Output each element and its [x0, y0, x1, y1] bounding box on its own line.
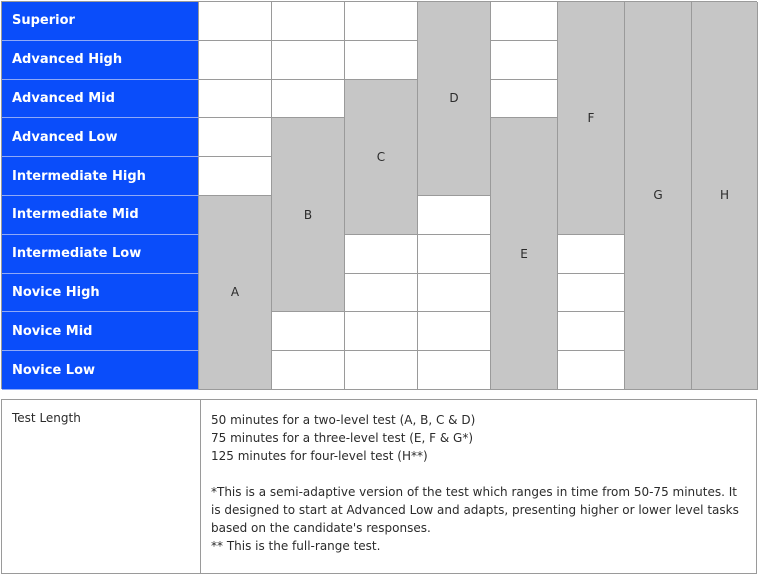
- test-length-details: [201, 400, 756, 573]
- test-length-line: 125 minutes for four-level test (H**): [211, 449, 428, 463]
- empty-cell: [558, 235, 625, 274]
- level-label-advanced-high: Advanced High: [2, 41, 199, 80]
- test-length-table: [1, 399, 757, 574]
- test-block-d: D: [418, 2, 491, 196]
- empty-cell: [199, 157, 272, 196]
- test-length-label: Test Length: [2, 400, 201, 573]
- level-label-novice-high: Novice High: [2, 274, 199, 313]
- empty-cell: [345, 274, 418, 313]
- empty-cell: [418, 312, 491, 351]
- level-label-superior: Superior: [2, 2, 199, 41]
- empty-cell: [418, 351, 491, 390]
- empty-cell: [418, 235, 491, 274]
- level-label-advanced-low: Advanced Low: [2, 118, 199, 157]
- level-label-novice-low: Novice Low: [2, 351, 199, 390]
- empty-cell: [199, 2, 272, 41]
- empty-cell: [345, 312, 418, 351]
- test-length-line: 75 minutes for a three-level test (E, F & G*): [211, 431, 474, 445]
- empty-cell: [199, 41, 272, 80]
- test-block-b: B: [272, 118, 345, 312]
- empty-cell: [345, 41, 418, 80]
- test-block-a: A: [199, 196, 272, 390]
- test-length-line: 50 minutes for a two-level test (A, B, C & D): [211, 413, 476, 427]
- note-line: *This is a semi-adaptive version of the test which ranges in time from 50-75 minutes. It: [211, 485, 737, 499]
- level-label-advanced-mid: Advanced Mid: [2, 80, 199, 119]
- test-block-c: C: [345, 80, 418, 235]
- empty-cell: [272, 312, 345, 351]
- empty-cell: [345, 2, 418, 41]
- empty-cell: [345, 235, 418, 274]
- empty-cell: [558, 312, 625, 351]
- empty-cell: [558, 274, 625, 313]
- empty-cell: [272, 351, 345, 390]
- empty-cell: [418, 274, 491, 313]
- level-label-intermediate-low: Intermediate Low: [2, 235, 199, 274]
- proficiency-level-grid: [1, 1, 757, 389]
- note-line: based on the candidate's responses.: [211, 521, 431, 535]
- empty-cell: [491, 80, 558, 119]
- test-block-f: F: [558, 2, 625, 235]
- empty-cell: [272, 41, 345, 80]
- empty-cell: [199, 118, 272, 157]
- empty-cell: [418, 196, 491, 235]
- empty-cell: [272, 80, 345, 119]
- test-block-g: G: [625, 2, 692, 390]
- level-label-intermediate-high: Intermediate High: [2, 157, 199, 196]
- test-block-h: H: [692, 2, 758, 390]
- empty-cell: [272, 2, 345, 41]
- level-label-intermediate-mid: Intermediate Mid: [2, 196, 199, 235]
- level-label-novice-mid: Novice Mid: [2, 312, 199, 351]
- empty-cell: [199, 80, 272, 119]
- test-block-e: E: [491, 118, 558, 390]
- empty-cell: [491, 41, 558, 80]
- spacer: [211, 465, 746, 483]
- empty-cell: [345, 351, 418, 390]
- note-line: is designed to start at Advanced Low and adapts, presenting higher or lower level tasks: [211, 503, 739, 517]
- empty-cell: [558, 351, 625, 390]
- empty-cell: [491, 2, 558, 41]
- note-line: ** This is the full-range test.: [211, 539, 381, 553]
